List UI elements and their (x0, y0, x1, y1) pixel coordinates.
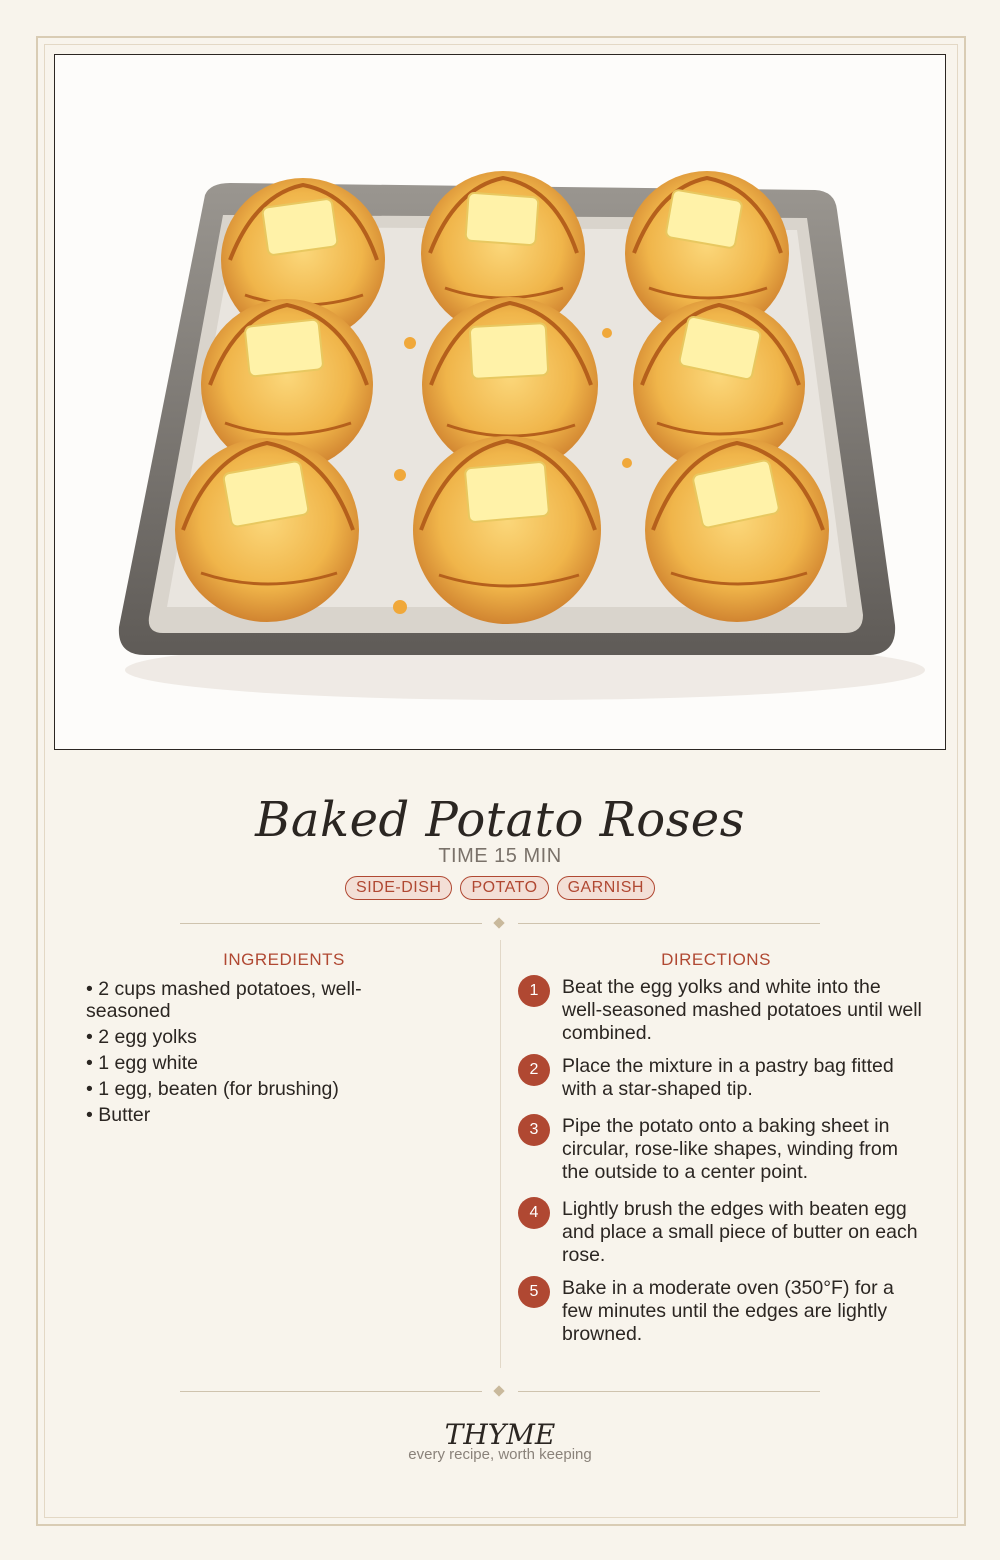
tag-garnish[interactable]: GARNISH (557, 876, 655, 900)
step-number: 4 (518, 1197, 550, 1229)
brand-tagline: every recipe, worth keeping (408, 1446, 592, 1463)
recipe-title: Baked Potato Roses (255, 792, 745, 848)
step-text: Lightly brush the edges with beaten egg and place a small piece of butter on each rose. (562, 1198, 918, 1266)
diamond-icon (493, 1385, 504, 1396)
brand-logo: THYME (444, 1418, 556, 1451)
ingredient-item: • Butter (86, 1104, 151, 1126)
tag-side-dish[interactable]: SIDE-DISH (345, 876, 452, 900)
ingredient-item: • 2 egg yolks (86, 1026, 197, 1048)
tag-list (0, 876, 1000, 900)
ingredient-item: • 2 cups mashed potatoes, well-seasoned (86, 978, 362, 1022)
cook-time: TIME 15 MIN (438, 845, 562, 867)
step-text: Beat the egg yolks and white into the well-seasoned mashed potatoes until well combined. (562, 976, 922, 1044)
recipe-photo (54, 54, 946, 750)
directions-heading: DIRECTIONS (661, 950, 771, 969)
bottom-divider (180, 1386, 820, 1398)
step-text: Pipe the potato onto a baking sheet in circular, rose-like shapes, winding from the outside to a center point. (562, 1115, 898, 1183)
step-number: 5 (518, 1276, 550, 1308)
tag-potato[interactable]: POTATO (460, 876, 548, 900)
step-number: 1 (518, 975, 550, 1007)
ingredients-heading: INGREDIENTS (223, 950, 345, 969)
diamond-icon (493, 917, 504, 928)
step-number: 3 (518, 1114, 550, 1146)
potato-roses-illustration (55, 55, 945, 749)
step-number: 2 (518, 1054, 550, 1086)
top-divider (180, 918, 820, 930)
column-divider (500, 940, 501, 1368)
ingredient-item: • 1 egg white (86, 1052, 198, 1074)
ingredient-item: • 1 egg, beaten (for brushing) (86, 1078, 339, 1100)
ingredients-list (86, 978, 386, 1130)
step-text: Bake in a moderate oven (350°F) for a few minutes until the edges are lightly browned. (562, 1277, 894, 1345)
step-text: Place the mixture in a pastry bag fitted with a star-shaped tip. (562, 1055, 894, 1100)
